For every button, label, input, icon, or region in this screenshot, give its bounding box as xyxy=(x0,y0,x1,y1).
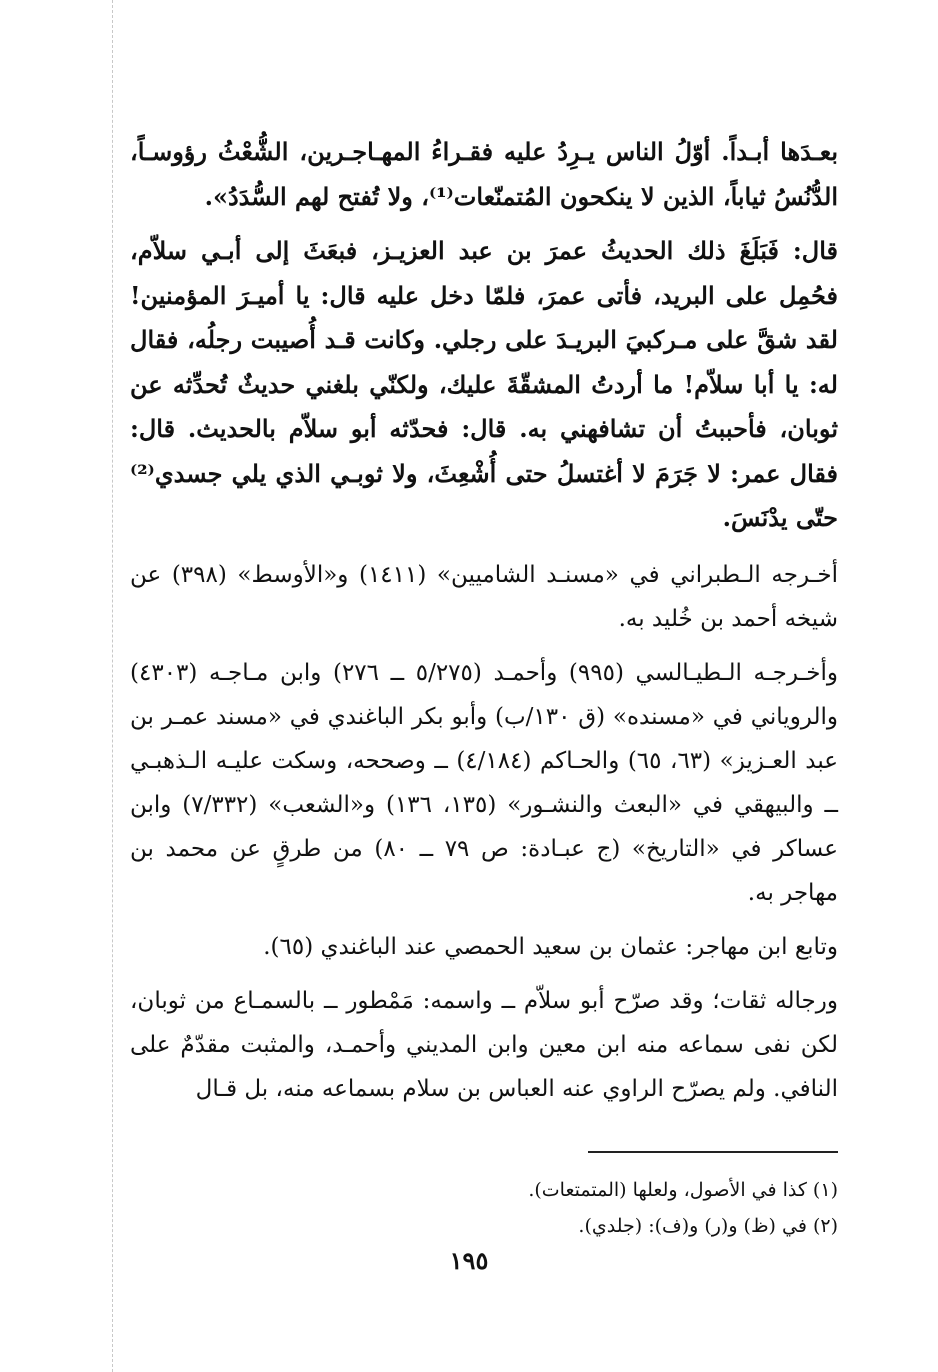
page-number: ١٩٥ xyxy=(449,1246,489,1275)
footnote-2: (٢) في (ظ) و(ر) و(ف): (جلدي). xyxy=(578,1215,838,1237)
footnotes xyxy=(130,1172,838,1244)
main-text xyxy=(130,130,838,1121)
commentary-paragraph-2: وأخـرجـه الـطيـالسي (٩٩٥) وأحمـد (٥/٢٧٥ ــ ٢٧٦) وابن مـاجـه (٤٣٠٣) والروياني في «مسنده» (ق ١٣٠/ب) وأبو بكر الباغندي في «مسند عمـر بن عبد العـزيز» (٦٣، ٦٥) والحـاكم (٤/١٨٤) ــ وصححه، وسكت عليـه الـذهبـي ــ والبيهقي في «البعث والنشـور» (١٣٥، ١٣٦) و«الشعب» (٧/٣٣٢) وابن عساكر في «التاريخ» (ج عبـادة: ص ٧٩ ــ ٨٠) من طرقٍ عن محمد بن مهاجر به. xyxy=(130,659,838,906)
page-edge-line xyxy=(112,0,113,1372)
hadith-paragraph-1: بعـدَها أبـداً. أوّلُ الناس يـرِدُ عليه فقـراءُ المهـاجـرين، الشُّعْثُ رؤوسـاً، الدُّنُسُ ثياباً، الذين لا ينكحون المُتمنّعات⁽¹⁾، ولا تُفتح لهم السُّدَدُ». xyxy=(130,137,838,211)
hadith-paragraph-2: قال: فَبَلَغَ ذلك الحديثُ عمرَ بن عبد العزيـز، فبعَثَ إلى أبـي سلاّم، فحُمِل على البريد، فأتى عمرَ، فلمّا دخل عليه قال: يا أميـرَ المؤمنين! لقد شقَّ على مـركبيَ البريـدَ على رجلي. وكانت قـد أُصيبت رجلُه، فقال له: يا أبا سلاّم! ما أردتُ المشقّةَ عليك، ولكنّي بلغني حديثٌ تُحدِّثه عن ثوبان، فأحببتُ أن تشافهني به. قال: فحدّثه أبو سلاّم بالحديث. قال: فقال عمر: لا جَرَمَ لا أغتسلُ حتى أُشْعِثَ، ولا ثوبـي الذي يلي جسدي⁽²⁾ حتّى يدْنَسَ. xyxy=(130,236,838,532)
commentary-paragraph-4: ورجاله ثقات؛ وقد صرّح أبو سلاّم ــ واسمه: مَمْطور ــ بالسمـاع من ثوبان، لكن نفى سماعه منه ابن معين وابن المديني وأحمـد، والمثبت مقدّمٌ على النافي. ولم يصرّح الراوي عنه العباس بن سلام بسماعه منه، بل قـال xyxy=(130,987,838,1102)
commentary-paragraph-1: أخـرجه الـطبراني في «مسنـد الشاميين» (١٤١١) و«الأوسط» (٣٩٨) عن شيخه أحمد بن خُليد به. xyxy=(130,561,838,632)
footnote-1: (١) كذا في الأصول، ولعلها (المتمتعات). xyxy=(528,1179,838,1201)
commentary-paragraph-3: وتابع ابن مهاجر: عثمان بن سعيد الحمصي عند الباغندي (٦٥). xyxy=(263,933,838,960)
footnote-divider xyxy=(588,1151,838,1153)
